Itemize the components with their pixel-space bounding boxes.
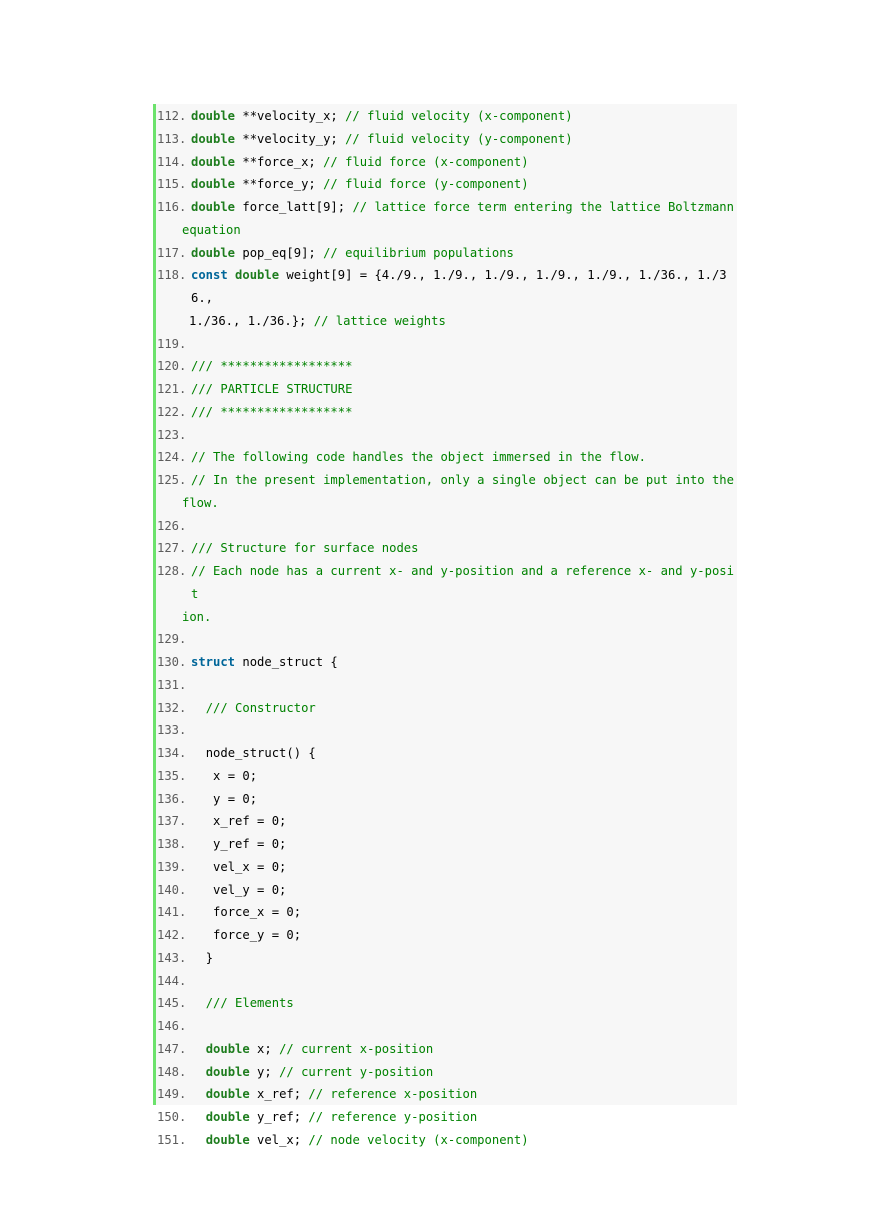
code-line — [156, 446, 737, 469]
code-line — [156, 333, 737, 356]
code-text: **force_x; — [235, 154, 324, 169]
line-code — [191, 856, 737, 879]
code-line — [156, 1015, 737, 1038]
code-text: } — [191, 950, 214, 965]
code-line — [156, 537, 737, 560]
line-code — [191, 242, 737, 265]
code-line-continuation — [156, 492, 737, 515]
code-text — [191, 1087, 206, 1101]
code-text: **velocity_y; — [235, 131, 346, 146]
line-number: 112. — [157, 109, 187, 123]
code-text — [228, 268, 235, 282]
line-code — [191, 333, 737, 356]
code-comment: // fluid velocity (x-component) — [345, 109, 573, 123]
code-line — [156, 1106, 737, 1129]
code-line — [156, 355, 737, 378]
line-code — [191, 1083, 737, 1106]
code-line — [156, 242, 737, 265]
code-comment: // current x-position — [279, 1041, 434, 1056]
code-line — [156, 833, 737, 856]
code-line — [156, 173, 737, 196]
line-code — [191, 196, 737, 219]
line-code — [191, 719, 737, 742]
line-number: 150. — [157, 1110, 187, 1124]
code-comment: // lattice weights — [313, 313, 446, 328]
code-keyword: double — [205, 1110, 250, 1124]
code-line — [156, 651, 737, 674]
code-keyword: double — [235, 268, 280, 283]
line-number: 130. — [157, 655, 187, 669]
line-number: 133. — [157, 723, 187, 738]
code-comment: // lattice force term entering the lattice Boltzmann — [352, 200, 734, 214]
code-line — [156, 856, 737, 879]
code-keyword: double — [191, 177, 236, 192]
code-text: y; — [249, 1064, 280, 1079]
code-comment: ion. — [182, 609, 212, 624]
line-number: 139. — [157, 859, 187, 874]
line-code — [191, 970, 737, 993]
code-keyword: double — [191, 131, 236, 146]
line-code — [191, 810, 737, 833]
line-code — [191, 628, 737, 651]
line-code — [191, 742, 737, 765]
code-text: x_ref; — [249, 1087, 309, 1102]
line-code — [191, 879, 737, 902]
line-code — [191, 1015, 737, 1038]
line-number: 128. — [157, 564, 187, 578]
code-line — [156, 151, 737, 174]
line-code — [191, 1038, 737, 1061]
line-code — [191, 515, 737, 538]
code-comment: // fluid force (x-component) — [323, 154, 529, 169]
line-number: 137. — [157, 814, 187, 829]
code-text: y_ref = 0; — [191, 837, 287, 851]
line-code — [191, 901, 737, 924]
code-keyword: double — [191, 109, 236, 123]
code-comment: // fluid velocity (y-component) — [345, 131, 573, 146]
line-code — [191, 537, 737, 560]
wrapped-text — [156, 310, 446, 333]
code-comment: /// PARTICLE STRUCTURE — [191, 382, 353, 396]
code-keyword: double — [191, 245, 236, 260]
code-line — [156, 765, 737, 788]
line-number: 148. — [157, 1064, 187, 1079]
code-line — [156, 1129, 737, 1152]
line-number: 132. — [157, 700, 187, 715]
code-text: y_ref; — [249, 1110, 309, 1124]
code-comment: // Each node has a current x- and y-position and a reference x- and y-posit — [191, 564, 734, 601]
code-line — [156, 378, 737, 401]
line-number: 118. — [157, 268, 187, 283]
line-code — [191, 560, 737, 606]
code-keyword: double — [205, 1064, 250, 1079]
code-comment: /// Structure for surface nodes — [191, 541, 419, 556]
line-code — [191, 765, 737, 788]
code-text: force_x = 0; — [191, 905, 302, 920]
wrapped-text — [156, 606, 211, 629]
code-text: force_latt[9]; — [235, 200, 353, 214]
code-comment: // fluid force (y-component) — [323, 177, 529, 192]
line-number: 145. — [157, 996, 187, 1011]
line-number: 124. — [157, 450, 187, 465]
code-line — [156, 469, 737, 492]
code-line — [156, 401, 737, 424]
line-code — [191, 674, 737, 697]
line-number: 119. — [157, 336, 187, 351]
line-code — [191, 924, 737, 947]
code-line-continuation — [156, 219, 737, 242]
code-comment: // node velocity (x-component) — [308, 1132, 529, 1147]
code-line — [156, 674, 737, 697]
code-line — [156, 901, 737, 924]
code-line — [156, 970, 737, 993]
code-comment: // reference x-position — [308, 1087, 478, 1102]
code-keyword: double — [191, 154, 236, 169]
line-code — [191, 697, 737, 720]
line-number: 131. — [157, 677, 187, 692]
line-code — [191, 469, 737, 492]
code-text: x = 0; — [191, 768, 258, 783]
line-code — [191, 788, 737, 811]
code-text: weight[9] = {4./9., 1./9., 1./9., 1./9., 1./9., 1./36., 1./36., — [191, 268, 727, 305]
line-number: 127. — [157, 541, 187, 556]
code-comment: // equilibrium populations — [323, 245, 514, 260]
code-comment: // current y-position — [279, 1064, 434, 1079]
code-comment: equation — [182, 222, 241, 237]
code-line — [156, 947, 737, 970]
code-comment: /// ****************** — [191, 359, 353, 374]
code-comment: // reference y-position — [308, 1110, 478, 1124]
line-number: 114. — [157, 154, 187, 169]
line-code — [191, 1129, 737, 1152]
line-number: 136. — [157, 791, 187, 806]
code-keyword: const — [191, 268, 228, 283]
code-line — [156, 742, 737, 765]
code-text: 1./36., 1./36.}; — [189, 313, 314, 328]
wrapped-text — [156, 219, 241, 242]
code-keyword: double — [205, 1041, 250, 1056]
line-number: 122. — [157, 404, 187, 419]
code-line — [156, 560, 737, 606]
line-number: 113. — [157, 131, 187, 146]
line-number: 126. — [157, 518, 187, 533]
code-text — [191, 1110, 206, 1124]
line-code — [191, 1061, 737, 1084]
code-line — [156, 196, 737, 219]
code-keyword: double — [205, 1087, 250, 1102]
line-code — [191, 105, 737, 128]
code-line — [156, 1061, 737, 1084]
code-text: pop_eq[9]; — [235, 245, 324, 260]
code-comment: // The following code handles the object immersed in the flow. — [191, 450, 646, 465]
code-line — [156, 424, 737, 447]
line-number: 144. — [157, 973, 187, 988]
code-text: vel_x; — [249, 1132, 309, 1147]
line-code — [191, 264, 737, 310]
code-keyword: struct — [191, 655, 236, 669]
code-text: **force_y; — [235, 177, 324, 192]
line-code — [191, 651, 737, 674]
line-code — [191, 1106, 737, 1129]
line-number: 134. — [157, 746, 187, 760]
line-number: 142. — [157, 928, 187, 942]
line-code — [191, 128, 737, 151]
line-number: 117. — [157, 245, 187, 260]
code-line — [156, 719, 737, 742]
code-text: vel_y = 0; — [191, 882, 287, 897]
line-number: 147. — [157, 1041, 187, 1056]
code-keyword: double — [205, 1132, 250, 1147]
code-line — [156, 264, 737, 310]
line-number: 140. — [157, 882, 187, 897]
code-text — [191, 1065, 206, 1079]
code-text: x; — [249, 1041, 280, 1056]
line-code — [191, 173, 737, 196]
code-line — [156, 810, 737, 833]
line-number: 149. — [157, 1087, 187, 1102]
code-text: y = 0; — [191, 791, 258, 806]
code-comment: /// Elements — [205, 996, 294, 1011]
line-number: 146. — [157, 1019, 187, 1033]
code-listing — [153, 104, 737, 1147]
code-text — [191, 701, 206, 715]
line-number: 116. — [157, 200, 187, 214]
line-number: 151. — [157, 1132, 187, 1147]
code-line — [156, 105, 737, 128]
code-text — [191, 996, 206, 1010]
line-code — [191, 992, 737, 1015]
code-text — [191, 1042, 206, 1056]
code-text: node_struct() { — [191, 746, 316, 760]
line-number: 125. — [157, 473, 187, 487]
code-comment: // In the present implementation, only a single object can be put into the — [191, 473, 734, 487]
line-number: 129. — [157, 632, 187, 647]
code-line — [156, 1038, 737, 1061]
code-line — [156, 924, 737, 947]
code-line-continuation — [156, 310, 737, 333]
line-number: 120. — [157, 359, 187, 374]
code-line — [156, 515, 737, 538]
code-line — [156, 628, 737, 651]
line-code — [191, 947, 737, 970]
line-number: 143. — [157, 950, 187, 965]
code-line — [156, 992, 737, 1015]
code-comment: flow. — [182, 495, 219, 510]
line-number: 141. — [157, 905, 187, 920]
line-code — [191, 151, 737, 174]
code-comment: /// Constructor — [205, 700, 316, 715]
line-number: 135. — [157, 768, 187, 783]
code-text — [191, 1133, 206, 1147]
line-code — [191, 401, 737, 424]
line-number: 123. — [157, 427, 187, 442]
line-number: 121. — [157, 382, 187, 396]
code-text: node_struct { — [235, 655, 338, 669]
code-text: vel_x = 0; — [191, 859, 287, 874]
code-line-continuation — [156, 606, 737, 629]
line-code — [191, 424, 737, 447]
code-text: x_ref = 0; — [191, 814, 287, 829]
wrapped-text — [156, 492, 219, 515]
code-line — [156, 697, 737, 720]
code-text: **velocity_x; — [235, 109, 346, 123]
line-number: 138. — [157, 837, 187, 851]
code-text: force_y = 0; — [191, 928, 302, 942]
code-comment: /// ****************** — [191, 404, 353, 419]
code-keyword: double — [191, 200, 236, 214]
code-line — [156, 879, 737, 902]
line-number: 115. — [157, 177, 187, 192]
line-code — [191, 355, 737, 378]
code-line — [156, 1083, 737, 1106]
line-code — [191, 378, 737, 401]
code-line — [156, 788, 737, 811]
line-code — [191, 833, 737, 856]
code-line — [156, 128, 737, 151]
line-code — [191, 446, 737, 469]
